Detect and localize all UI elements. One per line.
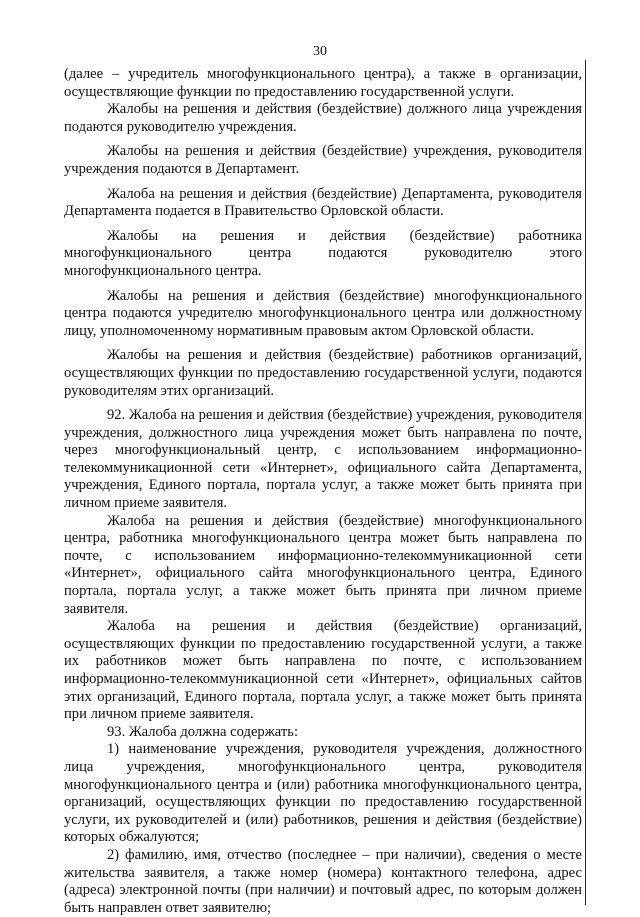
list-item-1: 1) наименование учреждения, руководителя учреждения, должностного лица учреждения, многофункционального центра, руководителя многофункционального центра и (или) работника многофункционального центра, организаций, осуществляющих функции по предоставлению государственной услуги, их руководителей и (или) работников, решения и действия (бездействие) которых обжалуются; <box>64 741 582 846</box>
paragraph: Жалобы на решения и действия (бездействие) должного лица учреждения подаются руководителю учреждения. <box>64 101 582 135</box>
paragraph: Жалобы на решения и действия (бездействие) многофункционального центра подаются учредителю многофункционального центра или должностному лицу, уполномоченному нормативным правовым актом Орловской области. <box>64 287 582 339</box>
paragraph-continuation: (далее – учредитель многофункционального центра), а также в организации, осуществляющие функции по предоставлению государственной услуги. <box>64 66 582 100</box>
paragraph: Жалобы на решения и действия (бездействие) работника многофункционального центра подаются руководителю этого многофункционального центра. <box>64 227 582 279</box>
paragraph: Жалобы на решения и действия (бездействие) учреждения, руководителя учреждения подаются в Департамент. <box>64 143 582 177</box>
paragraph-item-93: 93. Жалоба должна содержать: <box>107 723 298 740</box>
scan-edge-line <box>585 60 586 905</box>
document-body <box>64 66 582 917</box>
paragraph: Жалобы на решения и действия (бездействие) работников организаций, осуществляющих функции по предоставлению государственной услуги, подаются руководителям этих организаций. <box>64 347 582 399</box>
paragraph: Жалоба на решения и действия (бездействие) организаций, осуществляющих функции по предоставлению государственной услуги, а также их работников может быть направлена по почте, с использованием информационно-телекоммуникационной сети «Интернет», официальных сайтов этих организаций, Единого портала, портала услуг, а также может быть принята при личном приеме заявителя. <box>64 618 582 723</box>
paragraph: Жалоба на решения и действия (бездействие) многофункционального центра, работника многофункционального центра может быть направлена по почте, с использованием информационно-телекоммуникационной сети «Интернет», официального сайта многофункционального центра, Единого портала, портала услуг, а также может быть принята при личном приеме заявителя. <box>64 512 582 617</box>
page-number: 30 <box>313 44 327 59</box>
list-item-2: 2) фамилию, имя, отчество (последнее – при наличии), сведения о месте жительства заявителя, а также номер (номера) контактного телефона, адрес (адреса) электронной почты (при наличии) и почтовый адрес, по которым должен быть направлен ответ заявителю; <box>64 846 582 916</box>
paragraph-item-92: 92. Жалоба на решения и действия (бездействие) учреждения, руководителя учреждения, должностного лица учреждения может быть направлена по почте, через многофункциональный центр, с использованием информационно-телекоммуникационной сети «Интернет», официального сайта Департамента, учреждения, Единого портала, портала услуг, а также может быть принята при личном приеме заявителя. <box>64 407 582 512</box>
paragraph: Жалоба на решения и действия (бездействие) Департамента, руководителя Департамента подается в Правительство Орловской области. <box>64 185 582 220</box>
